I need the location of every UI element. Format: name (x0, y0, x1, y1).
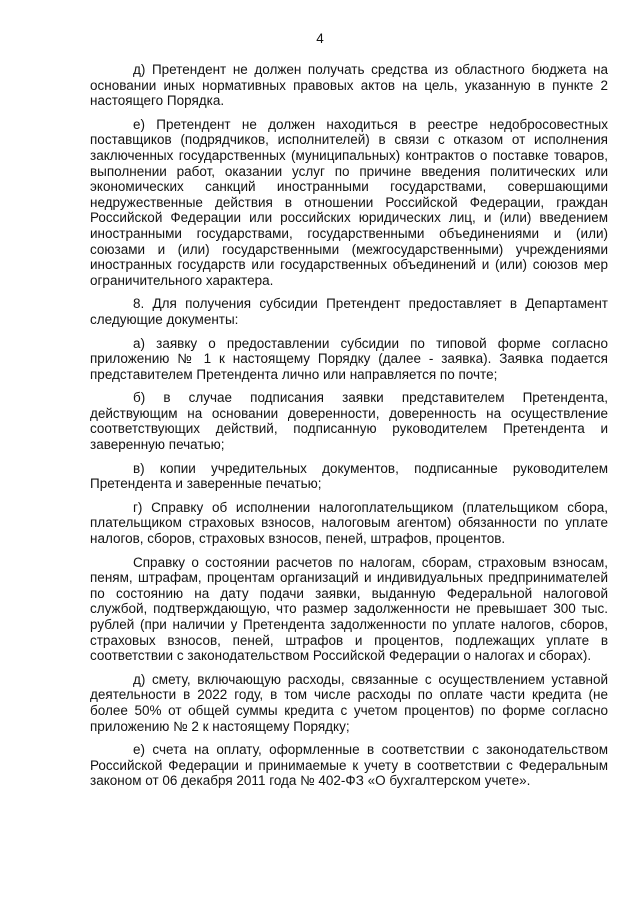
paragraph-e-invoices: е) счета на оплату, оформленные в соответствии с законодательством Российской Федерации и принимаемые к учету в соответствии с Федеральным законом от 06 декабря 2011 года № 402-ФЗ «О бухгалтерском учете». (90, 742, 608, 789)
paragraph-e-registry: е) Претендент не должен находиться в реестре недобросовестных поставщиков (подрядчиков, исполнителей) в связи с отказом от исполнения заключенных государственных (муниципальных) контрактов о поставке товаров, выполнении работ, оказании услуг по причине введения политических или экономических санкций иностранными государствами, совершающими недружественные действия в отношении Российской Федерации, граждан Российской Федерации или российских юридических лиц, и (или) введением иностранными государствами, государственными объединениями и (или) союзами и (или) государственными (межгосударственными) учреждениями иностранных государств или государственных объединений и (или) союзов мер ограничительного характера. (90, 116, 608, 288)
paragraph-v-founding-docs: в) копии учредительных документов, подписанные руководителем Претендента и заверенные печатью; (90, 460, 608, 492)
paragraph-tax-settlement: Справку о состоянии расчетов по налогам, сборам, страховым взносам, пеням, штрафам, процентам организаций и индивидуальных предпринимателей по состоянию на дату подачи заявки, выданную Федеральной налоговой службой, подтверждающую, что размер задолженности не превышает 300 тыс. рублей (при наличии у Претендента задолженности по уплате налогов, сборов, страховых взносов, пеней, штрафов и процентов, подлежащих уплате в соответствии с законодательством Российской Федерации о налогах и сборах). (90, 554, 608, 664)
paragraph-d-estimate: д) смету, включающую расходы, связанные с осуществлением уставной деятельности в 2022 году, в том числе расходы по оплате части кредита (не более 50% от общей суммы кредита с учетом процентов) по форме согласно приложению № 2 к настоящему Порядку; (90, 671, 608, 734)
document-body (90, 62, 608, 795)
paragraph-b-power-of-attorney: б) в случае подписания заявки представителем Претендента, действующим на основании доверенности, доверенность на осуществление соответствующих действий, подписанную руководителем Претендента и заверенную печатью; (90, 390, 608, 453)
page-number: 4 (316, 31, 324, 46)
paragraph-a-application: а) заявку о предоставлении субсидии по типовой форме согласно приложению № 1 к настоящему Порядку (далее - заявка). Заявка подается представителем Претендента лично или направляется по почте; (90, 335, 608, 382)
paragraph-8-documents: 8. Для получения субсидии Претендент предоставляет в Департамент следующие документы: (90, 296, 608, 327)
paragraph-d-budget: д) Претендент не должен получать средства из областного бюджета на основании иных нормативных правовых актов на цель, указанную в пункте 2 настоящего Порядка. (90, 62, 608, 109)
paragraph-g-tax-certificate: г) Справку об исполнении налогоплательщиком (плательщиком сбора, плательщиком страховых взносов, налоговым агентом) обязанности по уплате налогов, сборов, страховых взносов, пеней, штрафов, процентов. (90, 499, 608, 547)
